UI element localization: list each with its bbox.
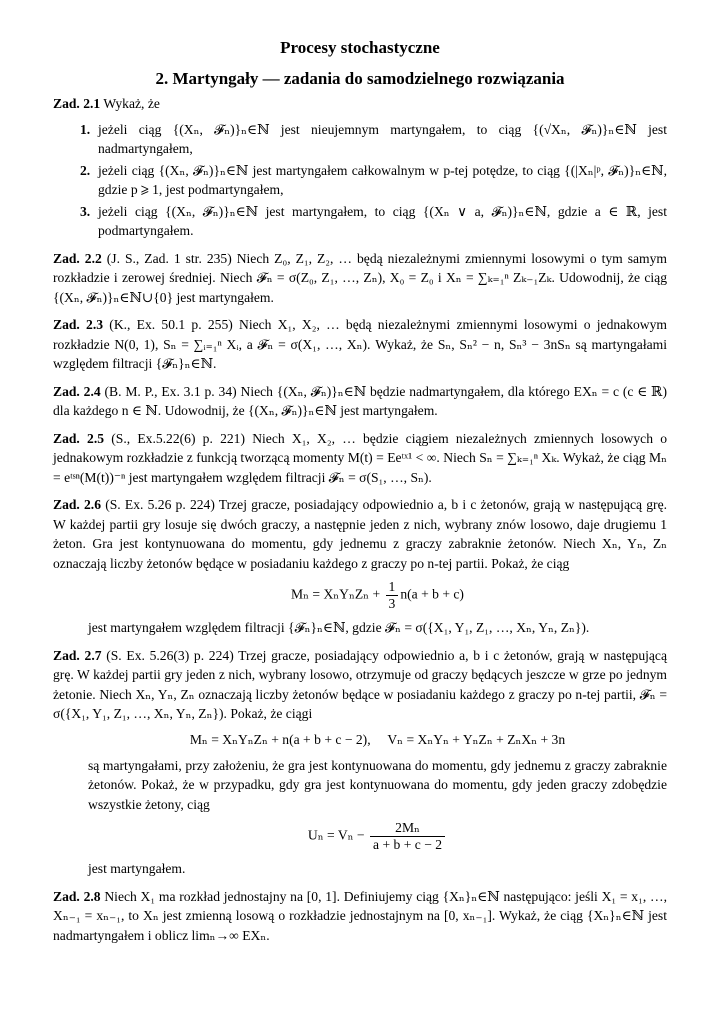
exercise-2-8 bbox=[53, 887, 667, 946]
exercise-2-5 bbox=[53, 429, 667, 488]
equation-right: n(a + b + c) bbox=[400, 586, 464, 602]
fraction-denominator: a + b + c − 2 bbox=[373, 837, 443, 852]
exercise-text: (K., Ex. 50.1 p. 255) Niech X₁, X₂, … będą niezależnymi zmiennymi losowymi o jednakowym rozkładzie N(0, 1), Sₙ = ∑ᵢ₌₁ⁿ Xᵢ, a 𝓕ₙ = σ(X₁, …, Xₙ). Wykaż, że Sₙ, Sₙ² − n, Sₙ³ − 3nSₙ są martyngałami względem filtracji {𝓕ₙ}ₙ∈ℕ. bbox=[53, 317, 667, 371]
list-item bbox=[80, 120, 667, 159]
exercise-items bbox=[53, 120, 667, 241]
exercise-text: (S. Ex. 5.26(3) p. 224) Trzej gracze, posiadający odpowiednio a, b i c żetonów, grają w następującą grę. W każdej partii gry jeden z nich, wybrany losowo, otrzymuje od graczy będących jeszcze w grze po jednym żetonie. Niech Xₙ, Yₙ, Zₙ oznaczają liczby żetonów będące w posiadaniu każdego z graczy po n-tej partii, 𝓕ₙ = σ({X₁, Y₁, Z₁, …, Xₙ, Yₙ, Zₙ}). Pokaż, że ciągi bbox=[53, 647, 667, 721]
exercise-text: (B. M. P., Ex. 3.1 p. 34) Niech {(Xₙ, 𝓕ₙ)}ₙ∈ℕ będzie nadmartyngałem, dla którego EXₙ = c (c ∈ ℝ) dla każdego n ∈ ℕ. Udowodnij, że {(Xₙ, 𝓕ₙ)}ₙ∈ℕ jest martyngałem. bbox=[53, 383, 667, 418]
exercise-continuation: są martyngałami, przy założeniu, że gra jest kontynuowana do momentu, gdy jednemu z graczy zabraknie żetonów. Pokaż, że w przypadku, gdy gra jest kontynuowana do momentu, gdy jeden graczy zdobędzie wszystkie żetony, ciąg bbox=[88, 757, 667, 812]
exercise-text: Niech X₁ ma rozkład jednostajny na [0, 1]. Definiujemy ciąg {Xₙ}ₙ∈ℕ następująco: jeśli X₁ = x₁, …, Xₙ₋₁ = xₙ₋₁, to Xₙ jest zmienną losową o rozkładzie jednostajnym na [0, xₙ₋₁]. Wykaż, że ciąg {Xₙ}ₙ∈ℕ jest nadmartyngałem i oblicz limₙ→∞ EXₙ. bbox=[53, 888, 667, 943]
fraction-numerator: 2Mₙ bbox=[370, 820, 445, 837]
exercise-text: (S. Ex. 5.26 p. 224) Trzej gracze, posiadający odpowiednio a, b i c żetonów, grają w następującą grę. W każdej partii gry losuje się dwóch graczy, a następnie jeden z nich, wybrany znów losowo, daje drugiemu 1 żeton. Gra jest kontynuowana do momentu, gdy jednemu z graczy zabraknie żetonów. Niech Xₙ, Yₙ, Zₙ oznaczają liczby żetonów będące w posiadaniu każdego z graczy po n-tej partii. Pokaż, że ciąg bbox=[53, 497, 668, 571]
exercise-label: Zad. 2.8 bbox=[53, 888, 101, 904]
exercise-label: Zad. 2.3 bbox=[53, 317, 104, 332]
equation-m-n bbox=[88, 579, 667, 612]
exercise-2-3 bbox=[53, 315, 667, 374]
page-title: Procesy stochastyczne bbox=[280, 38, 440, 57]
fraction-denominator: 3 bbox=[388, 596, 396, 611]
exercise-label: Zad. 2.5 bbox=[53, 430, 105, 446]
equation-u-n bbox=[88, 820, 667, 853]
exercise-intro: Wykaż, że bbox=[103, 96, 160, 111]
exercise-2-4 bbox=[53, 382, 667, 421]
exercise-label: Zad. 2.2 bbox=[53, 250, 102, 266]
list-item bbox=[80, 161, 667, 200]
exercise-text: (S., Ex.5.22(6) p. 221) Niech X₁, X₂, … będzie ciągiem niezależnych zmiennych losowych o jednakowym rozkładzie z funkcją tworzącą momenty M(t) = Eeᵗˣ¹ < ∞. Niech Sₙ = ∑ₖ₌₁ⁿ Xₖ. Wykaż, że ciąg Mₙ = eᵗˢⁿ(M(t))⁻ⁿ jest martyngałem względem filtracji 𝓕ₙ = σ(S₁, …, Sₙ). bbox=[53, 430, 667, 485]
exercise-label: Zad. 2.6 bbox=[53, 497, 102, 512]
fraction bbox=[386, 579, 399, 612]
exercise-2-1 bbox=[53, 94, 667, 241]
item-number: 2. bbox=[80, 162, 91, 178]
equation-m-v: Mₙ = XₙYₙZₙ + n(a + b + c − 2), Vₙ = XₙYₙ + YₙZₙ + ZₙXₙ + 3n bbox=[189, 731, 566, 747]
exercise-2-6 bbox=[53, 495, 667, 638]
exercise-continuation: jest martyngałem. bbox=[88, 861, 186, 876]
exercise-continuation: jest martyngałem względem filtracji {𝓕ₙ}ₙ∈ℕ, gdzie 𝓕ₙ = σ({X₁, Y₁, Z₁, …, Xₙ, Yₙ, Zₙ}). bbox=[88, 620, 590, 635]
item-text: jeżeli ciąg {(Xₙ, 𝓕ₙ)}ₙ∈ℕ jest martyngałem, to ciąg {(Xₙ ∨ a, 𝓕ₙ)}ₙ∈ℕ, gdzie a ∈ ℝ, jest podmartyngałem. bbox=[98, 203, 667, 238]
item-text: jeżeli ciąg {(Xₙ, 𝓕ₙ)}ₙ∈ℕ jest nieujemnym martyngałem, to ciąg {(√Xₙ, 𝓕ₙ)}ₙ∈ℕ jest nadmartyngałem, bbox=[98, 121, 667, 156]
exercise-2-2 bbox=[53, 249, 667, 308]
item-number: 3. bbox=[80, 203, 91, 219]
page-subtitle: 2. Martyngały — zadania do samodzielnego rozwiązania bbox=[155, 69, 565, 88]
equation-left: Mₙ = XₙYₙZₙ + bbox=[291, 586, 381, 602]
exercise-label: Zad. 2.7 bbox=[53, 647, 102, 663]
fraction-numerator: 1 bbox=[386, 579, 399, 596]
equation-left: Uₙ = Vₙ − bbox=[307, 827, 365, 843]
exercise-label: Zad. 2.1 bbox=[53, 96, 101, 111]
fraction bbox=[370, 820, 445, 853]
exercise-label: Zad. 2.4 bbox=[53, 383, 101, 399]
item-text: jeżeli ciąg {(Xₙ, 𝓕ₙ)}ₙ∈ℕ jest martyngałem całkowalnym w p-tej potędze, to ciąg {(|Xₙ|ᵖ, 𝓕ₙ)}ₙ∈ℕ, gdzie p ⩾ 1, jest podmartyngałem, bbox=[98, 162, 667, 197]
exercise-text: (J. S., Zad. 1 str. 235) Niech Z₀, Z₁, Z₂, … będą niezależnymi zmiennymi losowymi o tym samym rozkładzie i zerowej średniej. Niech 𝓕ₙ = σ(Z₀, Z₁, …, Zₙ), X₀ = Z₀ i Xₙ = ∑ₖ₌₁ⁿ Zₖ₋₁Zₖ. Udowodnij, że ciąg {(Xₙ, 𝓕ₙ)}ₙ∈ℕ∪{0} jest martyngałem. bbox=[53, 250, 667, 305]
item-number: 1. bbox=[80, 121, 91, 137]
list-item bbox=[80, 202, 667, 241]
exercise-2-7 bbox=[53, 646, 667, 879]
